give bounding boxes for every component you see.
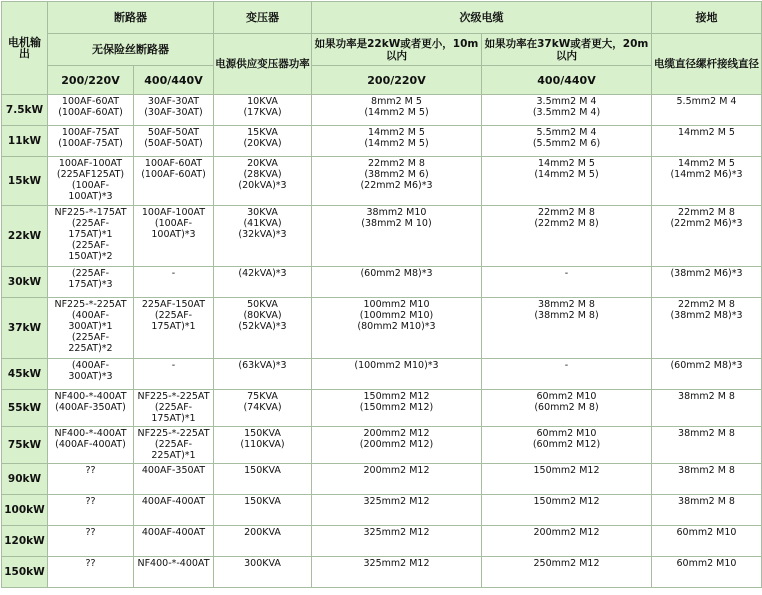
- transformer-cell: 30KVA (41KVA) (32kVA)*3: [214, 206, 312, 267]
- header-cable-200v: 200/220V: [312, 66, 482, 95]
- ground-cell: 38mm2 M 8: [652, 464, 762, 495]
- table-row: [2, 157, 762, 206]
- transformer-cell: 50KVA (80KVA) (52kVA)*3: [214, 298, 312, 359]
- ground-cell: (60mm2 M8)*3: [652, 359, 762, 390]
- header-ground: 接地: [652, 2, 762, 34]
- breaker-200v-cell: ??: [48, 464, 134, 495]
- breaker-400v-cell: 30AF-30AT (30AF-30AT): [134, 95, 214, 126]
- cable-200v-cell: 100mm2 M10 (100mm2 M10) (80mm2 M10)*3: [312, 298, 482, 359]
- header-transformer: 变压器: [214, 2, 312, 34]
- motor-output-cell: 100kW: [2, 495, 48, 526]
- cable-200v-cell: 14mm2 M 5 (14mm2 M 5): [312, 126, 482, 157]
- transformer-cell: 15KVA (20KVA): [214, 126, 312, 157]
- ground-cell: 38mm2 M 8: [652, 427, 762, 464]
- breaker-400v-cell: 400AF-400AT: [134, 526, 214, 557]
- cable-400v-cell: 200mm2 M12: [482, 526, 652, 557]
- cable-200v-cell: 325mm2 M12: [312, 526, 482, 557]
- ground-cell: 60mm2 M10: [652, 557, 762, 588]
- transformer-cell: 200KVA: [214, 526, 312, 557]
- cable-200v-cell: 200mm2 M12: [312, 464, 482, 495]
- transformer-cell: 150KVA: [214, 464, 312, 495]
- cable-400v-cell: 60mm2 M10 (60mm2 M 8): [482, 390, 652, 427]
- cable-200v-cell: 38mm2 M10 (38mm2 M 10): [312, 206, 482, 267]
- breaker-400v-cell: NF225-*-225AT (225AF- 175AT)*1: [134, 390, 214, 427]
- ground-cell: 5.5mm2 M 4: [652, 95, 762, 126]
- table-row: [2, 95, 762, 126]
- breaker-200v-cell: NF225-*-225AT (400AF- 300AT)*1 (225AF- 225AT)*2: [48, 298, 134, 359]
- header-no-fuse-breaker: 无保险丝断路器: [48, 34, 214, 66]
- motor-output-cell: 15kW: [2, 157, 48, 206]
- cable-200v-cell: 325mm2 M12: [312, 557, 482, 588]
- transformer-cell: 10KVA (17KVA): [214, 95, 312, 126]
- breaker-200v-cell: NF400-*-400AT (400AF-350AT): [48, 390, 134, 427]
- transformer-cell: 150KVA: [214, 495, 312, 526]
- table-row: [2, 557, 762, 588]
- cable-400v-cell: 60mm2 M10 (60mm2 M12): [482, 427, 652, 464]
- header-ground-cable: 电缆直径缧杆接线直径: [652, 34, 762, 95]
- transformer-cell: 150KVA (110KVA): [214, 427, 312, 464]
- breaker-200v-cell: 100AF-100AT (225AF125AT) (100AF- 100AT)*3: [48, 157, 134, 206]
- ground-cell: 38mm2 M 8: [652, 390, 762, 427]
- cable-400v-cell: 22mm2 M 8 (22mm2 M 8): [482, 206, 652, 267]
- header-secondary-cable: 次级电缆: [312, 2, 652, 34]
- cable-400v-cell: 250mm2 M12: [482, 557, 652, 588]
- transformer-cell: 20KVA (28KVA) (20kVA)*3: [214, 157, 312, 206]
- motor-output-cell: 90kW: [2, 464, 48, 495]
- breaker-400v-cell: NF400-*-400AT: [134, 557, 214, 588]
- table-row: [2, 126, 762, 157]
- cable-400v-cell: -: [482, 359, 652, 390]
- cable-200v-cell: 22mm2 M 8 (38mm2 M 6) (22mm2 M6)*3: [312, 157, 482, 206]
- breaker-400v-cell: 50AF-50AT (50AF-50AT): [134, 126, 214, 157]
- table-row: [2, 427, 762, 464]
- cable-400v-cell: 150mm2 M12: [482, 495, 652, 526]
- breaker-200v-cell: 100AF-60AT (100AF-60AT): [48, 95, 134, 126]
- header-cable-short: 如果功率是22kW或者更小，10m以内: [312, 34, 482, 66]
- motor-output-cell: 55kW: [2, 390, 48, 427]
- breaker-200v-cell: ??: [48, 557, 134, 588]
- table-row: [2, 267, 762, 298]
- cable-400v-cell: -: [482, 267, 652, 298]
- breaker-400v-cell: NF225-*-225AT (225AF- 225AT)*1: [134, 427, 214, 464]
- cable-200v-cell: 8mm2 M 5 (14mm2 M 5): [312, 95, 482, 126]
- motor-output-cell: 22kW: [2, 206, 48, 267]
- cable-400v-cell: 14mm2 M 5 (14mm2 M 5): [482, 157, 652, 206]
- cable-200v-cell: (100mm2 M10)*3: [312, 359, 482, 390]
- motor-output-cell: 7.5kW: [2, 95, 48, 126]
- ground-cell: 60mm2 M10: [652, 526, 762, 557]
- ground-cell: 38mm2 M 8: [652, 495, 762, 526]
- header-cable-400v: 400/440V: [482, 66, 652, 95]
- table-row: [2, 298, 762, 359]
- transformer-cell: (42kVA)*3: [214, 267, 312, 298]
- cable-200v-cell: (60mm2 M8)*3: [312, 267, 482, 298]
- table-row: [2, 495, 762, 526]
- header-transformer-capacity: 电源供应变压器功率: [214, 34, 312, 95]
- breaker-200v-cell: ??: [48, 526, 134, 557]
- motor-output-cell: 75kW: [2, 427, 48, 464]
- header-motor-output: 电机输出: [2, 2, 48, 95]
- cable-400v-cell: 3.5mm2 M 4 (3.5mm2 M 4): [482, 95, 652, 126]
- cable-400v-cell: 38mm2 M 8 (38mm2 M 8): [482, 298, 652, 359]
- breaker-400v-cell: 400AF-350AT: [134, 464, 214, 495]
- table-row: [2, 526, 762, 557]
- table-row: [2, 390, 762, 427]
- transformer-cell: (63kVA)*3: [214, 359, 312, 390]
- ground-cell: 22mm2 M 8 (22mm2 M6)*3: [652, 206, 762, 267]
- motor-output-cell: 11kW: [2, 126, 48, 157]
- breaker-200v-cell: (400AF- 300AT)*3: [48, 359, 134, 390]
- breaker-400v-cell: 100AF-100AT (100AF- 100AT)*3: [134, 206, 214, 267]
- transformer-cell: 75KVA (74KVA): [214, 390, 312, 427]
- header-breaker-400v: 400/440V: [134, 66, 214, 95]
- motor-output-cell: 150kW: [2, 557, 48, 588]
- spec-table: [1, 1, 762, 588]
- breaker-200v-cell: 100AF-75AT (100AF-75AT): [48, 126, 134, 157]
- breaker-200v-cell: NF225-*-175AT (225AF- 175AT)*1 (225AF- 150AT)*2: [48, 206, 134, 267]
- breaker-200v-cell: NF400-*-400AT (400AF-400AT): [48, 427, 134, 464]
- cable-200v-cell: 325mm2 M12: [312, 495, 482, 526]
- motor-output-cell: 37kW: [2, 298, 48, 359]
- table-row: [2, 464, 762, 495]
- header-cable-long: 如果功率在37kW或者更大，20m以内: [482, 34, 652, 66]
- cable-200v-cell: 200mm2 M12 (200mm2 M12): [312, 427, 482, 464]
- breaker-400v-cell: 100AF-60AT (100AF-60AT): [134, 157, 214, 206]
- cable-200v-cell: 150mm2 M12 (150mm2 M12): [312, 390, 482, 427]
- breaker-200v-cell: ??: [48, 495, 134, 526]
- header-breaker: 断路器: [48, 2, 214, 34]
- header-breaker-200v: 200/220V: [48, 66, 134, 95]
- cable-400v-cell: 150mm2 M12: [482, 464, 652, 495]
- table-row: [2, 359, 762, 390]
- breaker-400v-cell: 225AF-150AT (225AF- 175AT)*1: [134, 298, 214, 359]
- motor-output-cell: 45kW: [2, 359, 48, 390]
- breaker-400v-cell: -: [134, 359, 214, 390]
- ground-cell: 14mm2 M 5: [652, 126, 762, 157]
- ground-cell: 22mm2 M 8 (38mm2 M8)*3: [652, 298, 762, 359]
- motor-output-cell: 120kW: [2, 526, 48, 557]
- breaker-400v-cell: -: [134, 267, 214, 298]
- ground-cell: (38mm2 M6)*3: [652, 267, 762, 298]
- breaker-400v-cell: 400AF-400AT: [134, 495, 214, 526]
- transformer-cell: 300KVA: [214, 557, 312, 588]
- ground-cell: 14mm2 M 5 (14mm2 M6)*3: [652, 157, 762, 206]
- breaker-200v-cell: (225AF- 175AT)*3: [48, 267, 134, 298]
- table-row: [2, 206, 762, 267]
- cable-400v-cell: 5.5mm2 M 4 (5.5mm2 M 6): [482, 126, 652, 157]
- motor-output-cell: 30kW: [2, 267, 48, 298]
